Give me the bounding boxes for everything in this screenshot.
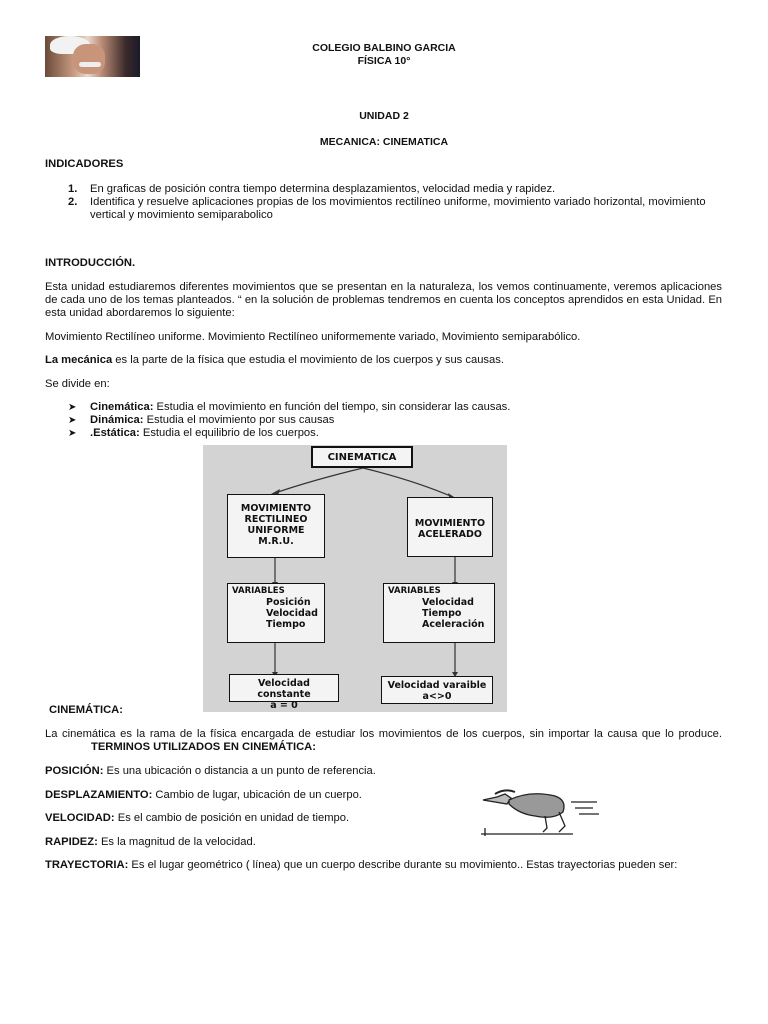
term-rapidez: RAPIDEZ: Es la magnitud de la velocidad. [45, 836, 256, 848]
intro-paragraph: Esta unidad estudiaremos diferentes movimientos que se presentan en la naturaleza, los vemos continuamente, veremos aplicaciones de cada uno de los temas planteados. “ en la solución de problemas tendremos en cuenta los conceptos aprendidos en esta Unidad. En esta unidad abordaremos lo siguiente: [45, 281, 722, 319]
indicators-list [45, 183, 722, 222]
divisions-list [45, 401, 722, 440]
einstein-portrait-image [45, 36, 140, 77]
term-desplazamiento: DESPLAZAMIENTO: Cambio de lugar, ubicación de un cuerpo. [45, 789, 362, 801]
speed-skater-image [475, 786, 600, 838]
diagram-mru-box: MOVIMIENTO RECTILINEO UNIFORME M.R.U. [227, 494, 325, 558]
subject-title: FÍSICA 10° [357, 55, 411, 67]
diagram-accelerated-result: Velocidad varaible a<>0 [381, 676, 493, 704]
division-item-estatica: ➤ .Estática: Estudia el equilibrio de los cuerpos. [68, 427, 319, 439]
terms-heading: TERMINOS UTILIZADOS EN CINEMÁTICA: [91, 741, 316, 753]
diagram-accelerated-variables: VARIABLES Velocidad Tiempo Aceleración [383, 583, 495, 643]
cinematica-definition: La cinemática es la rama de la física encargada de estudiar los movimientos de los cuerpos, sin importar la causa que lo produce. TERMINOS UTILIZADOS EN CINEMÁTICA: [45, 728, 722, 753]
cinematica-diagram [203, 445, 507, 712]
indicator-item: 1. En graficas de posición contra tiempo determina desplazamientos, velocidad media y rapidez. [68, 183, 556, 195]
diagram-connectors [203, 445, 507, 712]
division-item-dinamica: ➤ Dinámica: Estudia el movimiento por sus causas [68, 414, 335, 426]
division-item-cinematica: ➤ Cinemática: Estudia el movimiento en función del tiempo, sin considerar las causas. [68, 401, 511, 413]
term-trayectoria: TRAYECTORIA: Es el lugar geométrico ( línea) que un cuerpo describe durante su movimiento.. Estas trayectorias pueden ser: [45, 859, 678, 871]
diagram-root-cinematica: CINEMATICA [311, 446, 413, 468]
divides-label: Se divide en: [45, 378, 110, 390]
diagram-mru-result: Velocidad constante a = 0 [229, 674, 339, 702]
school-name: COLEGIO BALBINO GARCIA [312, 42, 456, 54]
indicators-heading: INDICADORES [45, 158, 124, 170]
diagram-accelerated-box: MOVIMIENTO ACELERADO [407, 497, 493, 557]
mechanics-definition: La mecánica es la parte de la física que estudia el movimiento de los cuerpos y sus causas. [45, 354, 504, 366]
term-velocidad: VELOCIDAD: Es el cambio de posición en unidad de tiempo. [45, 812, 350, 824]
unit-title: MECANICA: CINEMATICA [319, 136, 449, 148]
diagram-mru-variables: VARIABLES Posición Velocidad Tiempo [227, 583, 325, 643]
intro-heading: INTRODUCCIÓN. [45, 257, 136, 269]
term-posicion: POSICIÓN: Es una ubicación o distancia a un punto de referencia. [45, 765, 376, 777]
indicator-item: 2. Identifica y resuelve aplicaciones propias de los movimientos rectilíneo uniforme, movimiento variado horizontal, movimiento vertical y movimiento semiparabolico [68, 196, 706, 221]
intro-topics: Movimiento Rectilíneo uniforme. Movimiento Rectilíneo uniformemente variado, Movimiento semiparabólico. [45, 331, 581, 343]
cinematica-heading: CINEMÁTICA: [49, 704, 123, 716]
unit-number: UNIDAD 2 [359, 110, 409, 122]
